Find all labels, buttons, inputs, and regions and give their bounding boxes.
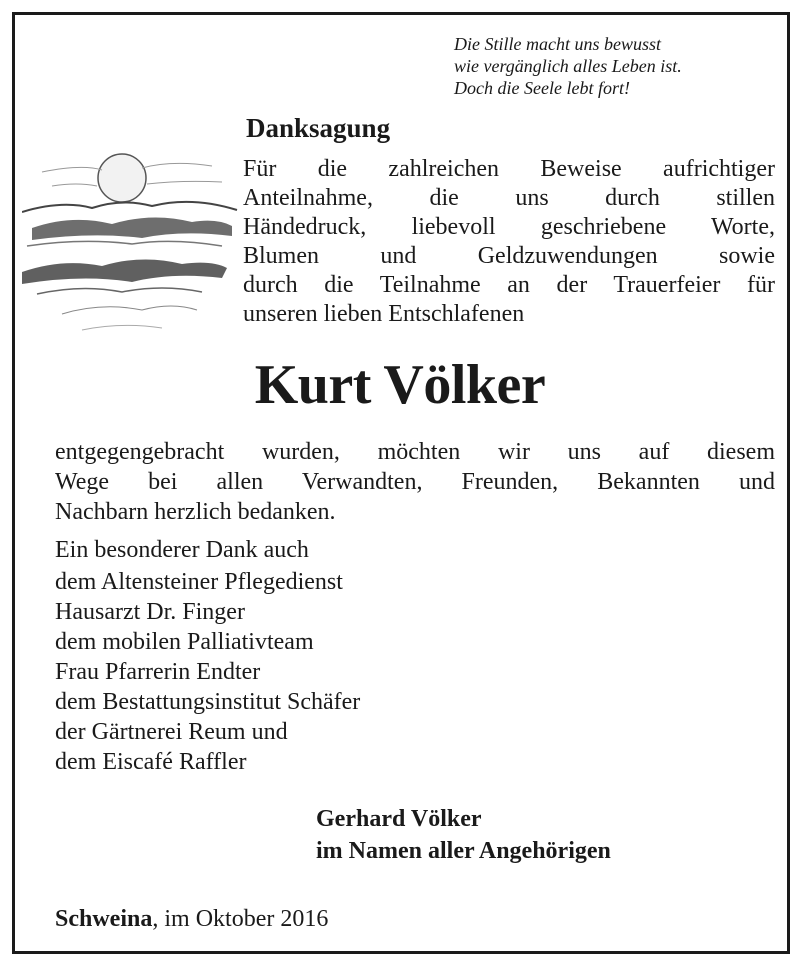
thanks-item: Hausarzt Dr. Finger bbox=[55, 599, 245, 625]
intro-line: Händedruck, liebevoll geschriebene Worte, bbox=[243, 214, 775, 240]
signature-note: im Namen aller Angehörigen bbox=[316, 838, 611, 864]
thanks-heading: Ein besonderer Dank auch bbox=[55, 537, 309, 563]
motto bbox=[454, 33, 754, 99]
signature bbox=[316, 803, 611, 867]
thanks-list bbox=[55, 535, 555, 777]
intro-text bbox=[243, 155, 775, 329]
signature-name: Gerhard Völker bbox=[316, 806, 482, 832]
thanks-item: der Gärtnerei Reum und bbox=[55, 719, 288, 745]
intro-line: Blumen und Geldzuwendungen sowie bbox=[243, 243, 775, 269]
deceased-name: Kurt Völker bbox=[254, 354, 546, 416]
place-date bbox=[55, 906, 328, 933]
sunset-over-sea-drawing bbox=[22, 142, 242, 342]
intro-line: Für die zahlreichen Beweise aufrichtiger bbox=[243, 156, 775, 182]
date: , im Oktober 2016 bbox=[152, 906, 329, 932]
body-line: Wege bei allen Verwandten, Freunden, Bekannten und bbox=[55, 469, 775, 495]
title: Danksagung bbox=[246, 113, 391, 143]
motto-line: Die Stille macht uns bewusst bbox=[454, 34, 661, 54]
motto-line: Doch die Seele lebt fort! bbox=[454, 78, 630, 98]
body-line: Nachbarn herzlich bedanken. bbox=[55, 499, 336, 525]
body-line: entgegengebracht wurden, möchten wir uns auf diesem bbox=[55, 439, 775, 465]
motto-line: wie vergänglich alles Leben ist. bbox=[454, 56, 682, 76]
thanks-item: Frau Pfarrerin Endter bbox=[55, 659, 261, 685]
place: Schweina bbox=[55, 906, 153, 932]
thanks-item: dem Eiscafé Raffler bbox=[55, 749, 247, 775]
intro-line: Anteilnahme, die uns durch stillen bbox=[243, 185, 775, 211]
body-text bbox=[55, 437, 775, 527]
intro-line: unseren lieben Entschlafenen bbox=[243, 301, 525, 327]
thanks-item: dem mobilen Palliativteam bbox=[55, 629, 314, 655]
thanks-item: dem Altensteiner Pflegedienst bbox=[55, 569, 343, 595]
intro-line: durch die Teilnahme an der Trauerfeier für bbox=[243, 272, 775, 298]
thanks-item: dem Bestattungsinstitut Schäfer bbox=[55, 689, 361, 715]
